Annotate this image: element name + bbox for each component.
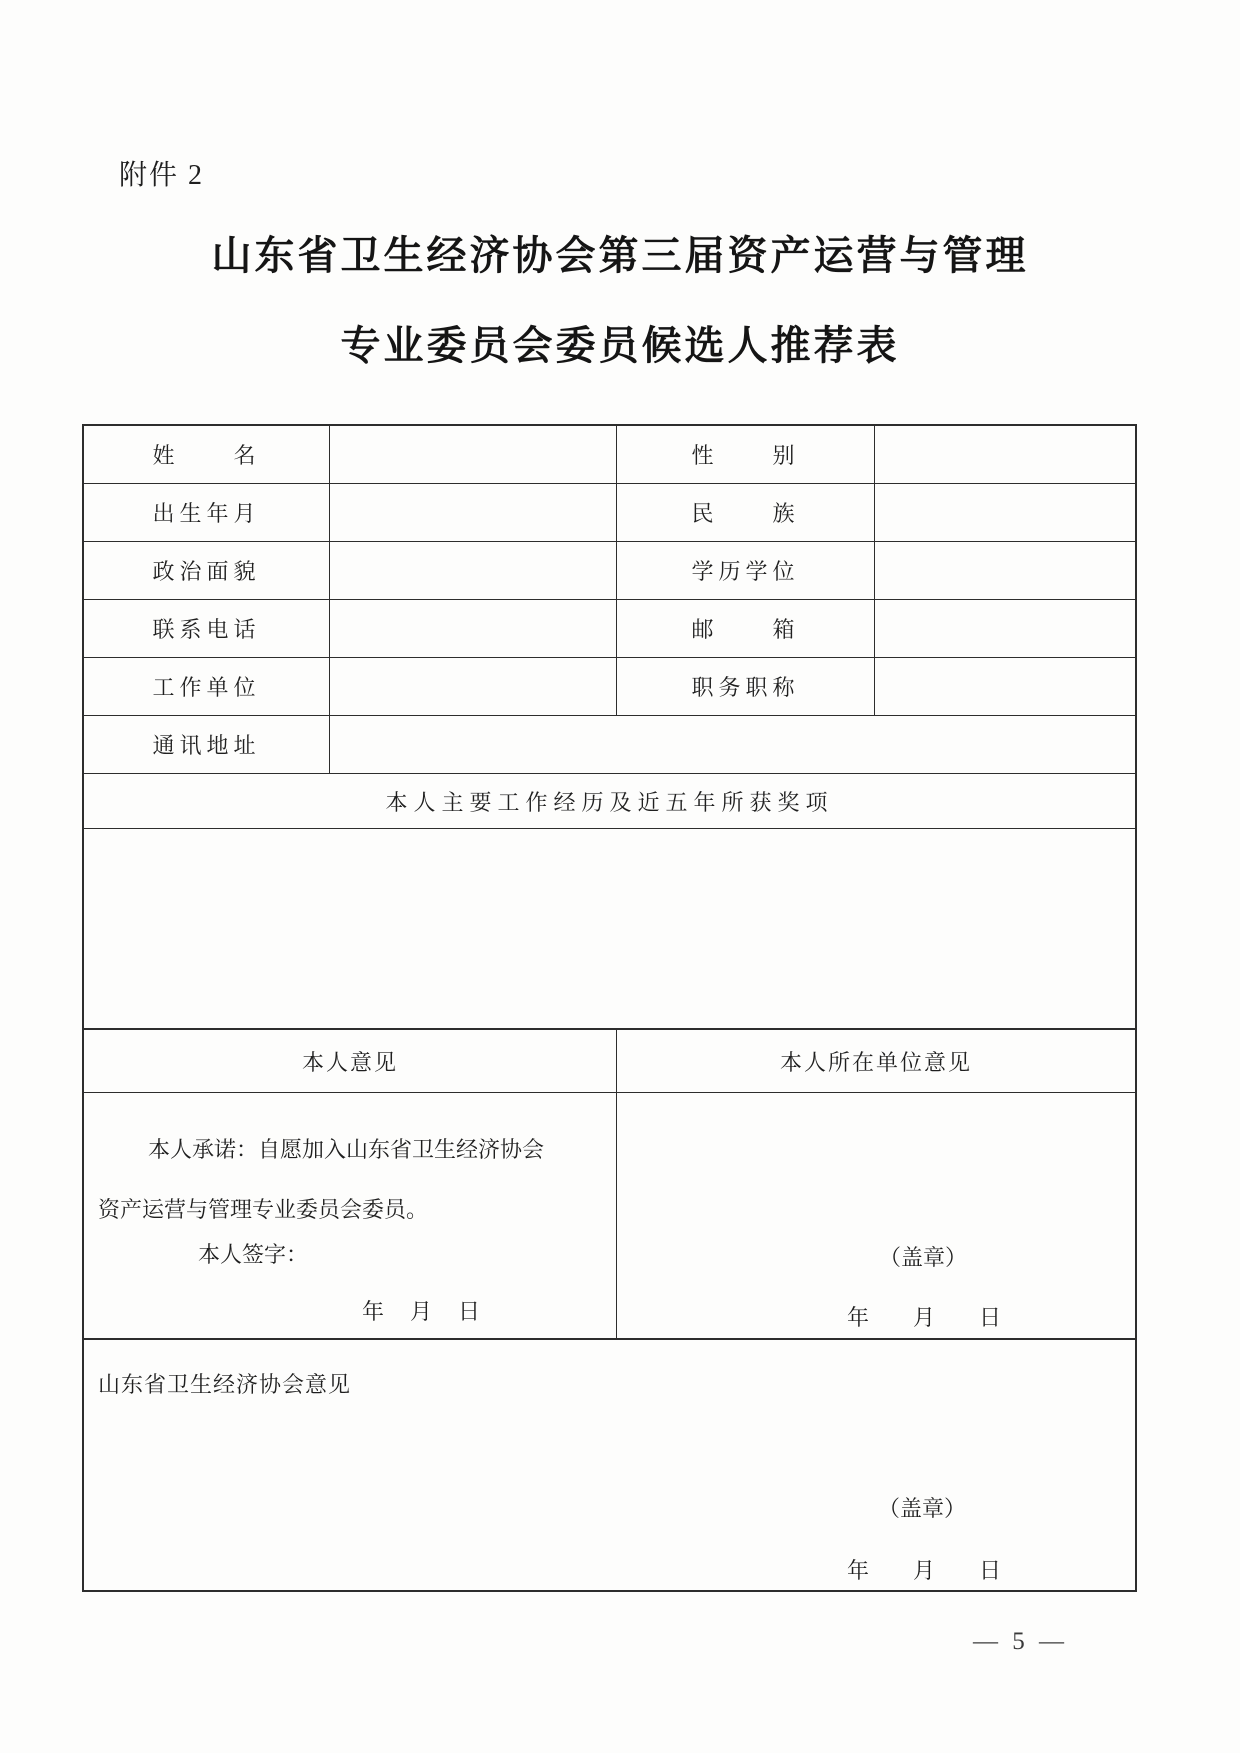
signature-label: 本人签字：: [198, 1242, 309, 1267]
unit-seal-label: （盖章）: [879, 1245, 968, 1270]
work-unit-label: 工作单位: [84, 658, 330, 715]
position-title-value-cell: [875, 658, 1135, 715]
gender-value-cell: [875, 426, 1135, 483]
contact-phone-label: 联系电话: [84, 600, 330, 657]
mailing-address-label: 通讯地址: [84, 716, 330, 773]
personal-opinion-header: 本人意见: [84, 1030, 617, 1092]
table-row: [84, 716, 1135, 774]
table-row: [84, 542, 1135, 600]
association-opinion-cell: [84, 1340, 1135, 1590]
commitment-line2: 资产运营与管理专业委员会委员。: [98, 1197, 429, 1222]
page-number: — 5 —: [973, 1628, 1068, 1655]
work-unit-value-cell: [330, 658, 617, 715]
birth-date-value-cell: [330, 484, 617, 541]
table-row: [84, 658, 1135, 716]
ethnicity-label: 民 族: [617, 484, 875, 541]
table-row: [84, 600, 1135, 658]
contact-phone-value-cell: [330, 600, 617, 657]
attachment-label: 附件 2: [119, 160, 205, 191]
form-title-line2: 专业委员会委员候选人推荐表: [340, 323, 900, 369]
name-label: 姓 名: [84, 426, 330, 483]
political-status-label: 政治面貌: [84, 542, 330, 599]
recommendation-form-table: [82, 424, 1137, 1592]
position-title-label: 职务职称: [617, 658, 875, 715]
table-row: [84, 774, 1135, 829]
table-row: [84, 829, 1135, 1030]
email-label: 邮 箱: [617, 600, 875, 657]
commitment-line1: 本人承诺：自愿加入山东省卫生经济协会: [148, 1137, 545, 1162]
unit-date-line: 年 月 日: [847, 1305, 1002, 1330]
personal-opinion-cell: [84, 1093, 617, 1338]
form-title-line1: 山东省卫生经济协会第三届资产运营与管理: [211, 233, 1029, 279]
personal-date-line: 年 月 日: [362, 1299, 483, 1324]
table-row: [84, 426, 1135, 484]
table-row: [84, 1093, 1135, 1340]
experience-content-area: [84, 829, 1135, 1028]
ethnicity-value-cell: [875, 484, 1135, 541]
association-date-line: 年 月 日: [847, 1558, 1002, 1583]
table-row: [84, 1340, 1135, 1590]
education-degree-label: 学历学位: [617, 542, 875, 599]
table-row: [84, 1030, 1135, 1093]
birth-date-label: 出生年月: [84, 484, 330, 541]
education-degree-value-cell: [875, 542, 1135, 599]
association-opinion-label: 山东省卫生经济协会意见: [98, 1372, 352, 1397]
email-value-cell: [875, 600, 1135, 657]
political-status-value-cell: [330, 542, 617, 599]
unit-opinion-header: 本人所在单位意见: [779, 1049, 972, 1075]
unit-opinion-cell: [617, 1093, 1135, 1338]
experience-header: 本人主要工作经历及近五年所获奖项: [385, 789, 834, 815]
gender-label: 性 别: [617, 426, 875, 483]
name-value-cell: [330, 426, 617, 483]
table-row: [84, 484, 1135, 542]
mailing-address-value-cell: [330, 716, 1135, 773]
association-seal-label: （盖章）: [878, 1496, 967, 1521]
